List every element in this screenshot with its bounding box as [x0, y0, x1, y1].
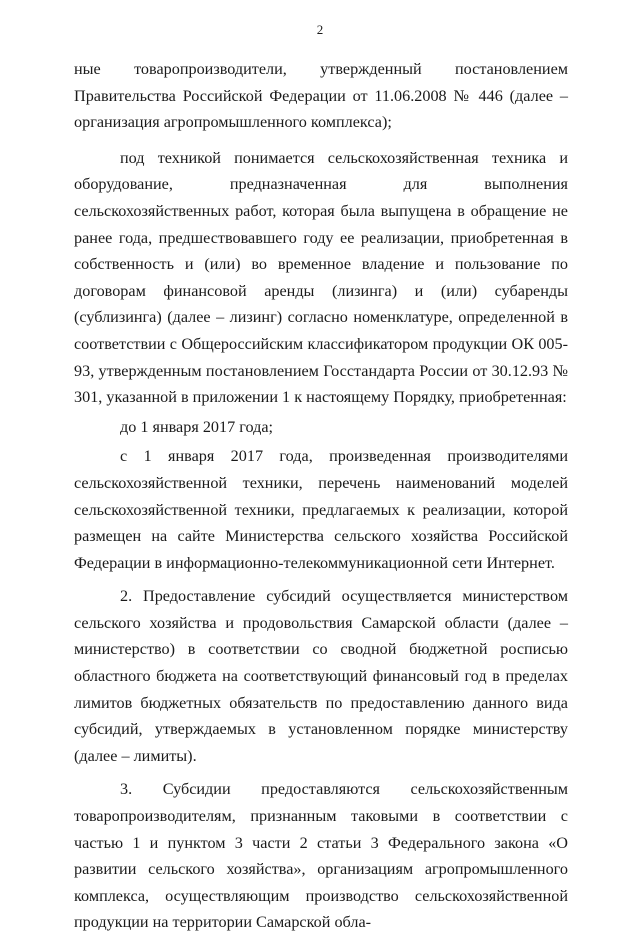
document-body — [74, 56, 568, 936]
page-number: 2 — [316, 22, 324, 37]
paragraph-machinery-definition: под техникой понимается сельскохозяйственная техника и оборудование, предназначенная для выполнения сельскохозяйственных работ, которая была выпущена в обращение не ранее года, предшествовавшего году ее реализации, приобретенная в собственность и (или) во временное владение и пользование по договорам финансовой аренды (лизинга) и (или) субаренды (сублизинга) (далее – лизинг) согласно номенклатуре, определенной в соответствии с Общероссийским классификатором продукции ОК 005-93, утвержденным постановлением Госстандарта России от 30.12.93 № 301, указанной в приложении 1 к настоящему Порядку, приобретенная: — [74, 148, 568, 407]
paragraph-clause-3: 3. Субсидии предоставляются сельскохозяйственным товаропроизводителям, признанным таковыми в соответствии с частью 1 и пунктом 3 части 2 статьи 3 Федерального закона «О развитии сельского хозяйства», организациям агропромышленного комплекса, осуществляющим производство сельскохозяйственной продукции на территории Самарской обла- — [74, 780, 568, 932]
paragraph-before-2017: до 1 января 2017 года; — [120, 417, 274, 436]
paragraph-continuation: ные товаропроизводители, утвержденный постановлением Правительства Российской Федерации от 11.06.2008 № 446 (далее – организация агропромышленного комплекса); — [74, 60, 568, 132]
paragraph-from-2017: с 1 января 2017 года, произведенная производителями сельскохозяйственной техники, перечень наименований моделей сельскохозяйственной техники, предлагаемых к реализации, которой размещен на сайте Министерства сельского хозяйства Российской Федерации в информационно-телекоммуникационной сети Интернет. — [74, 447, 568, 572]
paragraph-clause-2: 2. Предоставление субсидий осуществляется министерством сельского хозяйства и продовольствия Самарской области (далее – министерство) в соответствии со сводной бюджетной росписью областного бюджета на соответствующий финансовый год в пределах лимитов бюджетных обязательств по предоставлению данного вида субсидий, утверждаемых в установленном порядке министерству (далее – лимиты). — [74, 587, 568, 765]
